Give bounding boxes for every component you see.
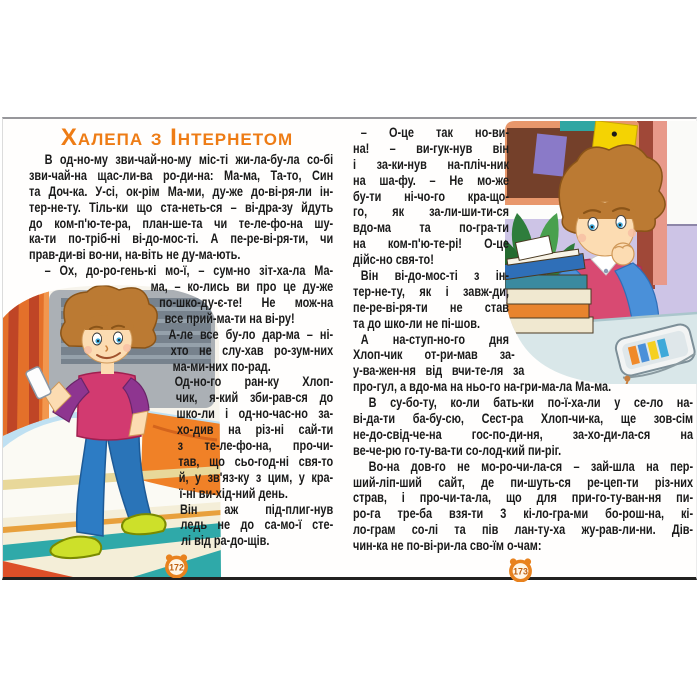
left-page [3,119,351,577]
text-line: по-шко-ду-є-те! Не мож-на [159,294,334,311]
illustration-wrap-spacer [509,125,693,379]
text-line: на ком-п'ю-те-рі! О-це [353,235,509,252]
text-line: го, як за-ли-ши-ти-ся [353,203,509,220]
text-line: ві-да-ти ба-бу-сю, Сест-ра Хлоп-чи-ка, ще зов-сім [353,410,694,427]
text-line: лі від ра-до-щів. [181,532,270,549]
text-line: все прий-ма-ти на ві-ру! [164,309,295,326]
text-line: пе-ре-ві-ря-ти не став [353,298,509,315]
text-line: Од-но-го ран-ку Хлоп- [174,373,334,390]
text-line: В од-но-му зви-чай-но-му міс-ті жи-ла-бу-ла со-бі [44,151,334,167]
text-line: А на-ступ-но-го дня [360,330,509,347]
text-line: вдо-ма та по-гра-ти [353,219,509,236]
text-line: страв, і про-чи-та-ла, що для при-го-ту-ван-ня пи- [353,489,694,506]
text-line: ве-че-рю го-ту-ва-ти со-лод-кий пи-ріг. [353,441,562,458]
text-line: ма, – ко-лись ви про це ду-же [150,278,334,295]
page-number: 173 [513,566,528,577]
text-line: з те-ле-фо-на, про-чи- [177,437,334,454]
text-line: бу-ти ні-чо-го кра-що- [353,187,509,204]
text-line: А-ле все бу-ло дар-ма – ні- [168,325,334,342]
text-line: Він аж під-плиг-нув [179,500,334,517]
text-line: ма-ми-них по-рад. [172,357,271,374]
text-line: хо-див на різ-ні сай-ти [177,421,334,438]
story-title: Халепа з Інтернетом [60,124,294,151]
text-line: шко-ли і од-но-час-но за- [176,405,334,422]
text-line: В су-бо-ту, ко-ли бать-ки по-ї-ха-ли у се-ло на- [368,394,694,411]
right-page [351,119,697,577]
text-line: ледь не до са-мо-ї сте- [180,516,334,533]
page-number-badge [163,553,190,578]
book-spread [2,117,697,580]
text-line: – Ох, до-ро-гень-кі мо-ї, – сум-но зіт-ха-ла Ма- [44,262,334,279]
text-line: ло-грам со-лі та пів лан-ту-ха жу-рав-ли-ни. Дів- [353,521,694,538]
text-line: прав-ди-ві во-ни, на-віть не ду-ма-ють. [29,246,241,263]
text-line: тер-не-ту, як і завж-ди, [353,282,509,299]
text-line: і за-ки-нув на-пліч-ник [353,155,509,172]
page-number: 172 [169,562,184,573]
text-line: ї-ні ви-хід-ний день. [179,484,288,501]
text-line: до ком-п'ю-те-ра, план-ше-та чи те-ле-фо-на шу- [29,214,334,231]
page-number-badge [507,557,534,582]
story-text-left [29,152,333,549]
text-line: тав, що сьо-год-ні свя-то [178,452,334,469]
illustration-wrap-spacer [29,279,184,549]
text-line: хто не слу-хав ро-зум-них [170,341,334,358]
text-line: Він ві-до-мос-ті з ін- [360,267,509,284]
text-line: дійс-но свя-то! [353,251,434,268]
text-line: Во-на дов-го не мо-ро-чи-ла-ся – зай-шла на пер- [368,457,694,474]
text-line: та Доч-ка. У-сі, ок-рім Ма-ми, ду-же до-ві-ря-ли ін- [29,182,334,199]
story-text-right [353,125,693,554]
text-line: ка-ти по-тріб-ні ві-до-мос-ті. А пе-ре-ві-ря-ти, чи [29,230,334,247]
text-line: про-гул, а вдо-ма на ньо-го на-гри-ма-ла Ма-ма. [353,378,612,395]
text-line: тер-не-ту. Тіль-ки що ста-неть-ся – ві-дра-зу йдуть [29,198,334,215]
text-line: ший-ліп-ший сайт, де пи-шуть-ся ре-цеп-ти різ-них [353,473,694,490]
text-line: зви-чай-на щас-ли-ва ро-ди-на: Ма-ма, Та-то, Син [29,166,334,183]
text-line: на ша-фу. – Не мо-же [353,171,509,188]
text-line: чик, я-кий зби-рав-ся до [175,389,334,406]
text-line: чин-ка не по-ві-ри-ла сво-їм о-чам: [353,537,542,554]
text-line: у-ва-жен-ня від вчи-те-ля за [353,362,525,379]
text-line: Хлоп-чик от-ри-мав за- [353,346,515,363]
text-line: – О-це так но-ви- [360,124,509,140]
text-line: ро-га тре-ба взя-ти 3 кі-ло-гра-ми бо-рош-на, кі- [353,505,694,522]
text-line: та до шко-ли не пі-шов. [353,314,480,331]
text-line: не-до-свід-че-на гос-по-ди-ня, за-хо-ди-ла-ся на [353,425,694,442]
text-line: й, у зв'яз-ку з цим, у кра- [178,468,334,485]
text-line: на! – ви-гук-нув він [353,139,509,156]
